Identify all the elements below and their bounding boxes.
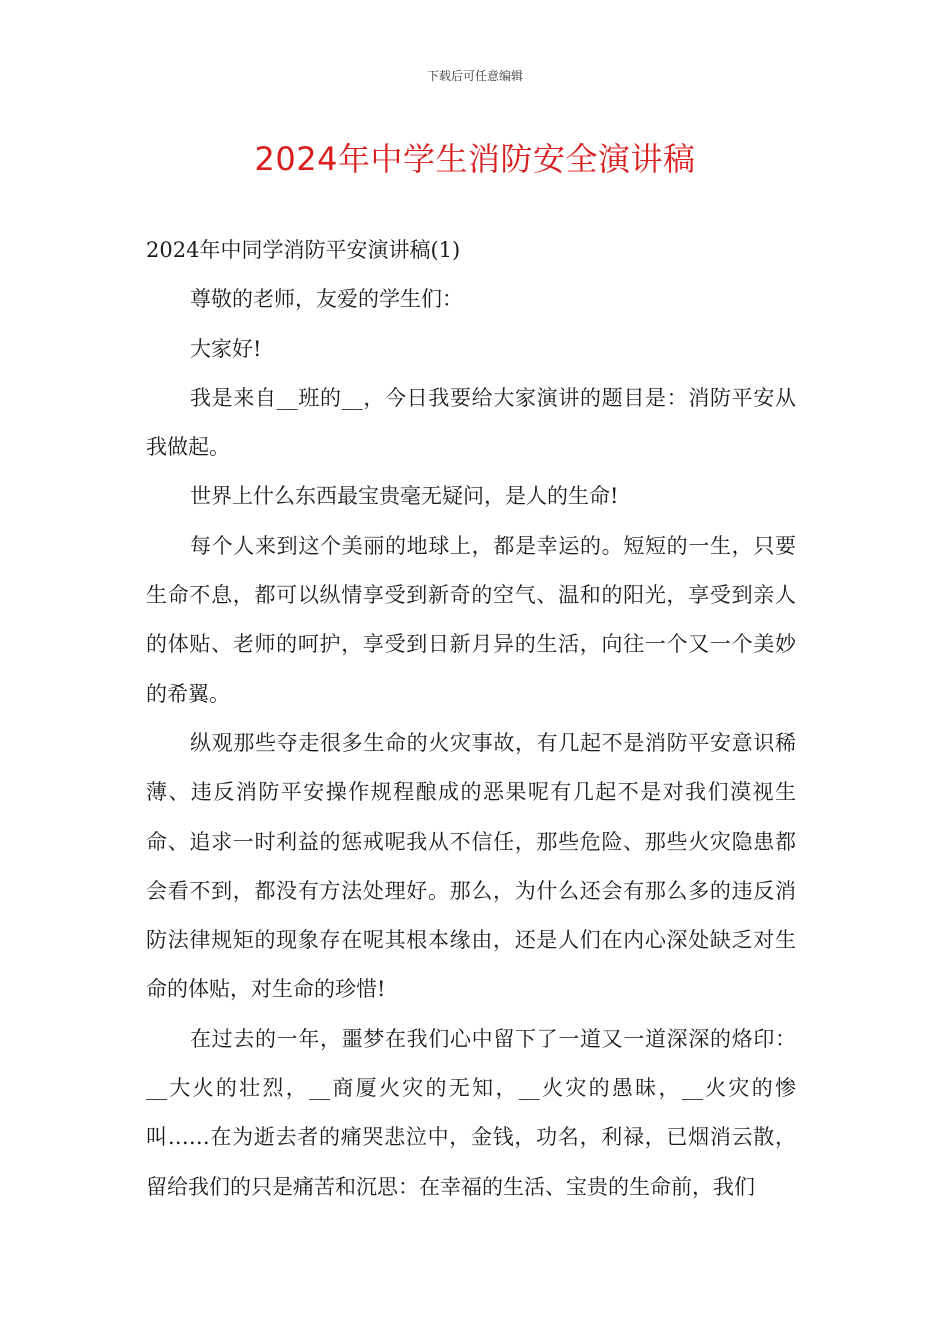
paragraph-hello: 大家好! — [190, 336, 262, 361]
paragraph-fire-accidents: 纵观那些夺走很多生命的火灾事故，有几起不是消防平安意识稀薄、违反消防平安操作规程酿成的恶果呢有几起不是对我们漠视生命、追求一时利益的惩戒呢我从不信任，那些危险、那些火灾隐患都会看不到，都没有方法处理好。那么，为什么还会有那么多的违反消防法律规矩的现象存在呢其根本缘由，还是人们在内心深处缺乏对生命的体贴，对生命的珍惜! — [146, 730, 796, 1002]
paragraph-greeting: 尊敬的老师，友爱的学生们： — [190, 287, 463, 312]
page-header-note: 下载后可任意编辑 — [426, 69, 523, 83]
paragraph-life-precious: 世界上什么东西最宝贵毫无疑问，是人的生命! — [190, 484, 619, 509]
paragraph-past-year: 在过去的一年，噩梦在我们心中留下了一道又一道深深的烙印：__大火的壮烈，__商厦火灾的无知，__火灾的愚昧，__火灾的惨叫……在为逝去者的痛哭悲泣中，金钱，功名，利禄，已烟消云散，留给我们的只是痛苦和沉思：在幸福的生活、宝贵的生命前，我们 — [146, 1026, 796, 1199]
document-subtitle: 2024年中同学消防平安演讲稿(1) — [146, 238, 461, 262]
document-title: 2024年中学生消防安全演讲稿 — [254, 140, 696, 178]
paragraph-intro: 我是来自__班的__，今日我要给大家演讲的题目是：消防平安从我做起。 — [146, 385, 796, 460]
paragraph-fortunate: 每个人来到这个美丽的地球上，都是幸运的。短短的一生，只要生命不息，都可以纵情享受到新奇的空气、温和的阳光，享受到亲人的体贴、老师的呵护，享受到日新月异的生活，向往一个又一个美妙的希翼。 — [146, 533, 796, 706]
document-body — [146, 226, 796, 1212]
